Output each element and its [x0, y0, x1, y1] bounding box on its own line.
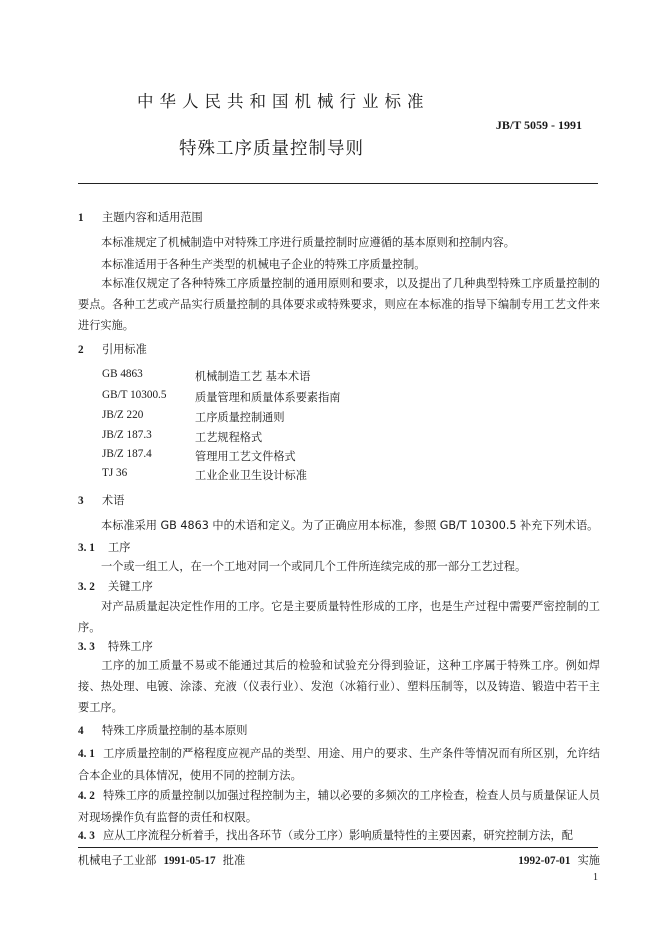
paragraph: 工序的加工质量不易或不能通过其后的检验和试验充分得到验证，这种工序属于特殊工序。例如焊接、热处理、电镀、涂漆、充液（仪表行业）、发泡（冰箱行业）、塑料压制等，以及铸造、锻造中若干主要工序。	[78, 659, 600, 714]
issuing-authority: 中华人民共和国机械行业标准	[137, 92, 430, 111]
reference-code: JB/Z 187.3	[102, 429, 152, 441]
clause-4-3: 4. 3 应从工序流程分析着手，找出各环节（或分工序）影响质量特性的主要因素，研究控制方法，配	[78, 829, 573, 842]
reference-title: 工艺规程格式	[195, 431, 263, 444]
section-number: 3	[78, 495, 84, 507]
reference-title: 工序质量控制通则	[195, 411, 285, 424]
clause-4-1: 4. 1 工序质量控制的严格程度应视产品的类型、用途、用户的要求、生产条件等情况而有所区别，允许结合本企业的具体情况，使用不同的控制方法。	[78, 747, 600, 782]
section-number: 1	[78, 212, 84, 224]
paragraph: 一个或一组工人，在一个工地对同一个或同几个工件所连续完成的那一部分工艺过程。	[101, 560, 527, 573]
term-3-3-heading: 3. 3 特殊工序	[78, 640, 153, 653]
term-3-1-heading: 3. 1 工序	[78, 541, 131, 554]
reference-code: TJ 36	[102, 467, 128, 479]
reference-code: JB/Z 220	[102, 409, 144, 421]
section-1-heading	[78, 209, 203, 225]
reference-code: JB/Z 187.4	[102, 448, 152, 460]
reference-title: 质量管理和质量体系要素指南	[195, 391, 341, 404]
paragraph: 本标准仅规定了各种特殊工序质量控制的通用原则和要求，以及提出了几种典型特殊工序质量控制的要点。各种工艺或产品实行质量控制的具体要求或特殊要求，则应在本标准的指导下编制专用工艺文件来进行实施。	[78, 277, 600, 332]
implementation-info: 1992-07-01 实施	[518, 854, 600, 867]
clause-4-2: 4. 2 特殊工序的质量控制以加强过程控制为主，辅以必要的多频次的工序检查，检查人员与质量保证人员对现场操作负有监督的责任和权限。	[78, 789, 600, 824]
paragraph: 本标准规定了机械制造中对特殊工序进行质量控制时应遵循的基本原则和控制内容。	[101, 236, 515, 249]
term-3-2-heading: 3. 2 关键工序	[78, 580, 153, 593]
section-title: 引用标准	[102, 343, 147, 356]
section-number: 2	[78, 344, 84, 356]
section-2-heading	[78, 341, 147, 357]
reference-code: GB/T 10300.5	[102, 389, 167, 401]
section-3-heading	[78, 492, 124, 508]
section-title: 特殊工序质量控制的基本原则	[102, 724, 248, 737]
paragraph: 本标准采用 GB 4863 中的术语和定义。为了正确应用本标准，参照 GB/T 10300.5 补充下列术语。	[101, 519, 599, 532]
section-number: 4	[78, 725, 84, 737]
section-title: 主题内容和适用范围	[102, 211, 203, 224]
footer-rule	[78, 847, 598, 848]
paragraph: 对产品质量起决定性作用的工序。它是主要质量特性形成的工序，也是生产过程中需要严密控制的工序。	[78, 600, 600, 634]
page-number: 1	[593, 872, 598, 883]
document-title: 特殊工序质量控制导则	[179, 139, 364, 159]
approval-info: 机械电子工业部 1991-05-17 批准	[78, 854, 246, 867]
reference-title: 工业企业卫生设计标准	[195, 469, 307, 482]
reference-code: GB 4863	[102, 368, 143, 380]
standard-code: JB/T 5059 - 1991	[495, 118, 582, 132]
header-rule	[78, 183, 598, 184]
paragraph: 本标准适用于各种生产类型的机械电子企业的特殊工序质量控制。	[101, 258, 426, 271]
section-title: 术语	[102, 494, 125, 507]
section-4-heading	[78, 722, 247, 738]
reference-title: 机械制造工艺 基本术语	[195, 370, 311, 383]
reference-title: 管理用工艺文件格式	[195, 450, 296, 463]
